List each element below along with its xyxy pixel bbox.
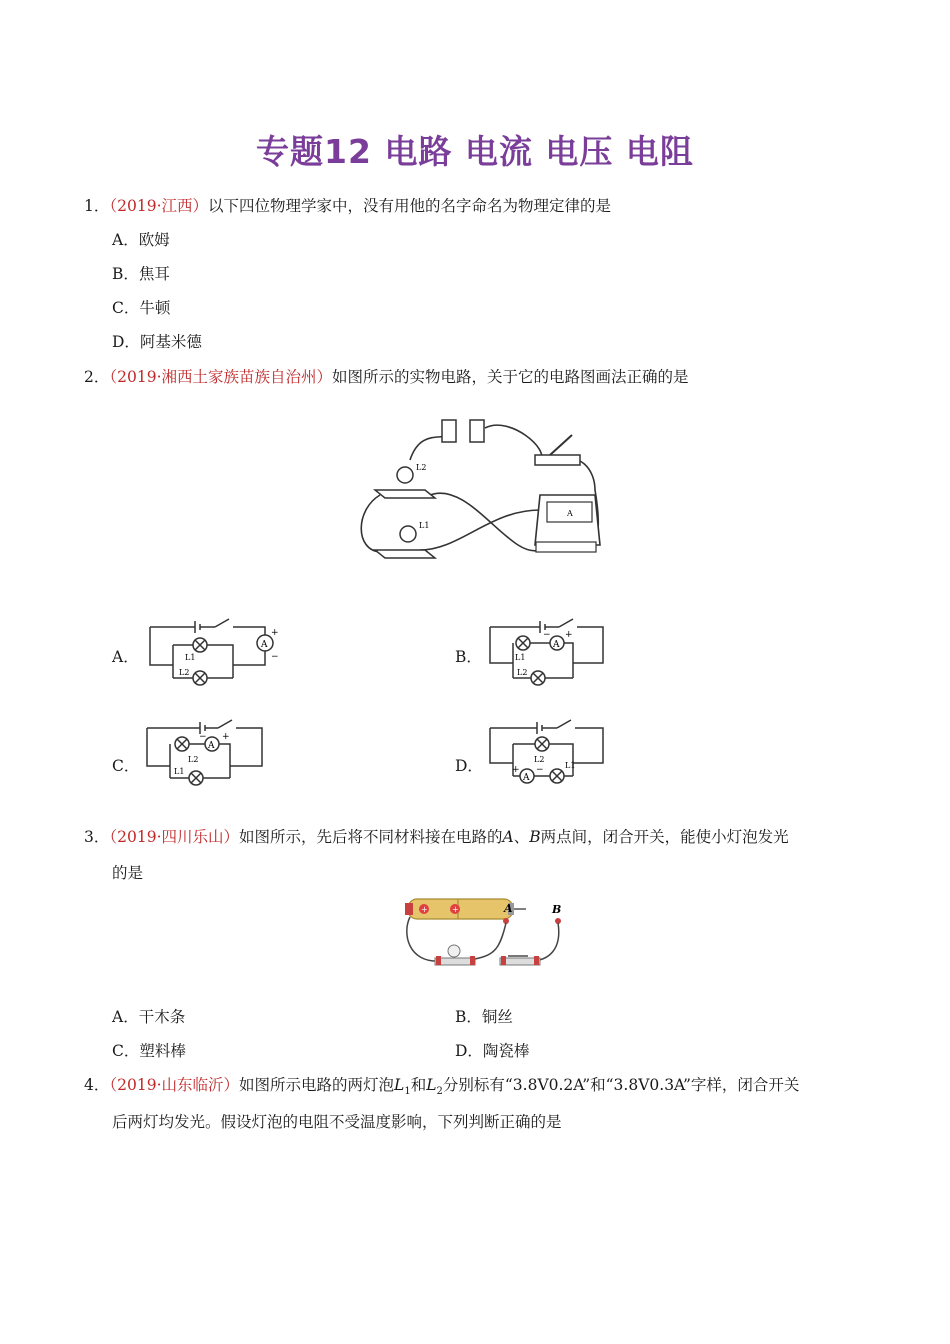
- ammeter-label: A: [567, 509, 573, 518]
- lamp-l2-subscript: 2: [436, 1086, 443, 1098]
- physical-circuit-figure: [350, 410, 620, 570]
- wire: [420, 510, 540, 550]
- question-stem: 两点间，闭合开关，能使小灯泡发光: [540, 828, 789, 846]
- question-number: 1．: [84, 197, 110, 215]
- wire: [407, 917, 440, 961]
- question-stem: 以下四位物理学家中，没有用他的名字命名为物理定律的是: [208, 197, 612, 215]
- lamp-label: L1: [515, 653, 526, 662]
- svg-text:+: +: [421, 905, 428, 914]
- lamp-label: L2: [179, 668, 190, 677]
- question-source: （2019·山东临沂）: [109, 1076, 239, 1094]
- ammeter-label: A: [523, 773, 530, 783]
- point-a: A: [502, 828, 514, 846]
- ammeter-label: A: [553, 640, 560, 650]
- wire: [530, 923, 559, 961]
- question-stem-continued: 后两灯均发光。假设灯泡的电阻不受温度影响，下列判断正确的是: [112, 1113, 562, 1131]
- option-b: B．: [455, 648, 482, 666]
- question-source: （2019·湘西土家族苗族自治州）: [109, 368, 332, 386]
- option-a: A．干木条: [112, 1008, 186, 1026]
- question-3: [84, 826, 789, 848]
- bulb-icon: [400, 526, 416, 542]
- lamp-label: L1: [185, 653, 196, 662]
- circuit-diagram-b: [485, 615, 615, 690]
- lamp-label: L2: [534, 755, 545, 764]
- minus-sign: −: [199, 732, 207, 742]
- page-title: 专题12 电路 电流 电压 电阻: [256, 132, 694, 171]
- wire: [430, 493, 540, 551]
- question-2: [84, 366, 689, 388]
- lamp-l2: L: [426, 1076, 437, 1094]
- plus-sign: +: [271, 628, 279, 638]
- circuit-diagram-c: [142, 718, 272, 793]
- bulb-icon: [397, 467, 413, 483]
- question-stem: 分别标有“3.8V0.2A”和“3.8V0.3A”字样，闭合开关: [442, 1076, 800, 1094]
- question-source: （2019·江西）: [109, 197, 208, 215]
- option-d: D．阿基米德: [112, 333, 202, 351]
- ammeter-terminal-strip: [536, 542, 596, 552]
- lamp-label: L2: [517, 668, 528, 677]
- switch-lever: [550, 435, 572, 455]
- wire: [361, 495, 380, 552]
- lamp-label: L2: [416, 463, 427, 472]
- ammeter-label: A: [261, 640, 268, 650]
- option-a: A．: [112, 648, 139, 666]
- option-a: A．欧姆: [112, 231, 170, 249]
- option-c: C．牛顿: [112, 299, 171, 317]
- ammeter-label: A: [208, 741, 215, 751]
- question-number: 3．: [84, 828, 110, 846]
- option-c: C．塑料棒: [112, 1042, 186, 1060]
- battery-circuit-figure: [400, 893, 580, 975]
- plus-sign: +: [512, 765, 520, 775]
- plus-sign: +: [565, 630, 573, 640]
- battery-cell: [442, 420, 456, 442]
- lamp-label: L1: [174, 767, 185, 776]
- minus-sign: −: [536, 765, 544, 775]
- point-a-label: A: [504, 902, 513, 915]
- question-number: 2．: [84, 368, 110, 386]
- question-stem: 如图所示的实物电路，关于它的电路图画法正确的是: [332, 368, 689, 386]
- question-stem: 如图所示，先后将不同材料接在电路的: [239, 828, 503, 846]
- switch-base: [535, 455, 580, 465]
- lamp-l1-subscript: 1: [404, 1086, 411, 1098]
- battery-cell: [470, 420, 484, 442]
- lamp-label: L1: [565, 761, 576, 770]
- separator: 、: [513, 828, 530, 846]
- circuit-diagram-d: [485, 718, 615, 793]
- lamp-label: L1: [419, 521, 430, 530]
- bulb-icon: [448, 945, 460, 957]
- question-1: [84, 195, 611, 217]
- wire: [485, 425, 542, 460]
- question-number: 4．: [84, 1076, 110, 1094]
- conjunction: 和: [410, 1076, 427, 1094]
- minus-sign: −: [271, 652, 279, 662]
- point-b-label: B: [552, 903, 562, 916]
- point-b: B: [529, 828, 541, 846]
- wire: [475, 923, 506, 959]
- lamp-l1: L: [394, 1076, 405, 1094]
- question-source: （2019·四川乐山）: [109, 828, 239, 846]
- option-b: B．焦耳: [112, 265, 170, 283]
- question-4: [84, 1074, 799, 1103]
- option-d: D．陶瓷棒: [455, 1042, 530, 1060]
- option-d: D．: [455, 757, 483, 775]
- lamp-label: L2: [188, 755, 199, 764]
- minus-sign: −: [543, 630, 551, 640]
- option-c: C．: [112, 757, 140, 775]
- lamp-base: [375, 550, 435, 558]
- svg-text:+: +: [452, 905, 459, 914]
- question-stem: 如图所示电路的两灯泡: [239, 1076, 395, 1094]
- circuit-diagram-a: [145, 615, 285, 690]
- battery-terminal: [405, 903, 413, 915]
- lamp-base: [375, 490, 435, 498]
- option-b: B．铜丝: [455, 1008, 513, 1026]
- question-stem-continued: 的是: [112, 864, 144, 882]
- plus-sign: +: [222, 732, 230, 742]
